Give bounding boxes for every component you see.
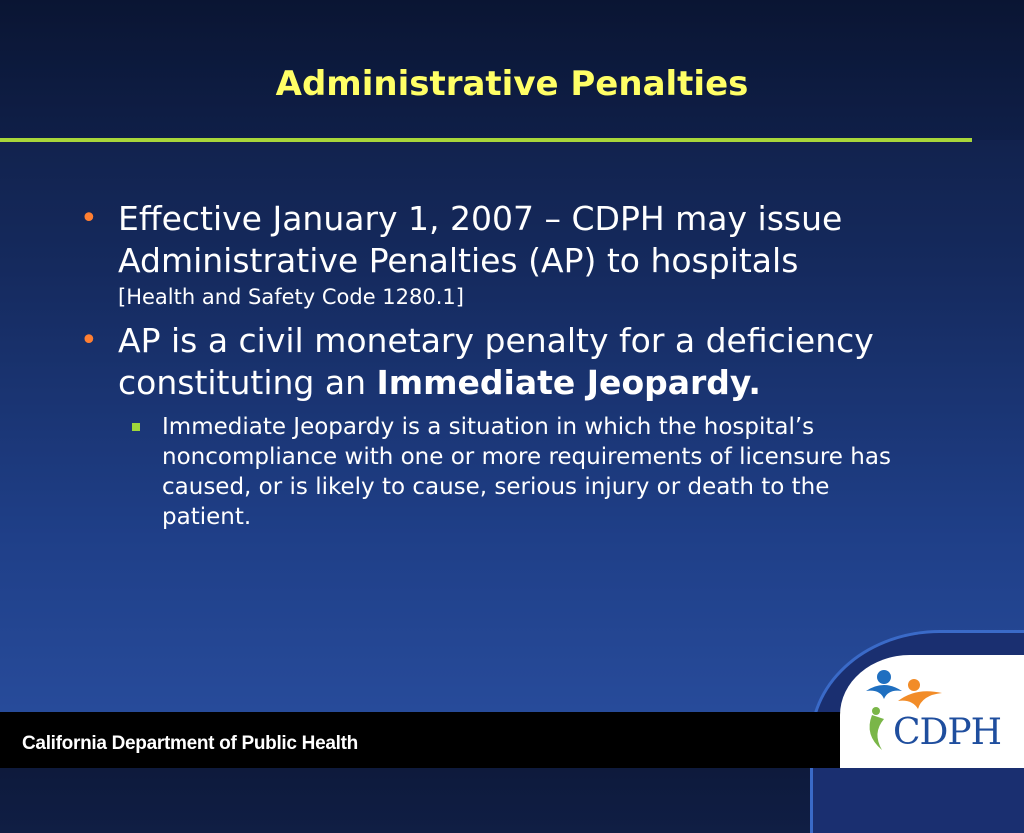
sub-bullet <box>162 412 922 532</box>
bullet-2 <box>80 320 940 404</box>
square-bullet-icon <box>132 423 140 431</box>
footer-organization: California Department of Public Health <box>22 733 358 754</box>
bullet-2-emphasis: Immediate Jeopardy. <box>376 363 761 402</box>
slide-title: Administrative Penalties <box>275 64 749 104</box>
sub-bullet-text: Immediate Jeopardy is a situation in which the hospital’s noncompliance with one or more requirements of licensure has caused, or is likely to cause, serious injury or death to the patient. <box>162 414 891 530</box>
bullet-1-reference: [Health and Safety Code 1280.1] <box>118 285 464 309</box>
slide-content <box>80 198 940 532</box>
bullet-1 <box>80 198 940 312</box>
bullet-dot-icon: • <box>80 201 98 236</box>
bullet-1-text: Effective January 1, 2007 – CDPH may issue Administrative Penalties (AP) to hospitals <box>118 199 843 280</box>
bullet-dot-icon: • <box>80 323 98 358</box>
title-divider <box>0 138 972 142</box>
cdph-logo-text: CDPH <box>893 712 1002 753</box>
bullet-2-text: AP is a civil monetary penalty for a deficiency constituting an <box>118 321 874 402</box>
